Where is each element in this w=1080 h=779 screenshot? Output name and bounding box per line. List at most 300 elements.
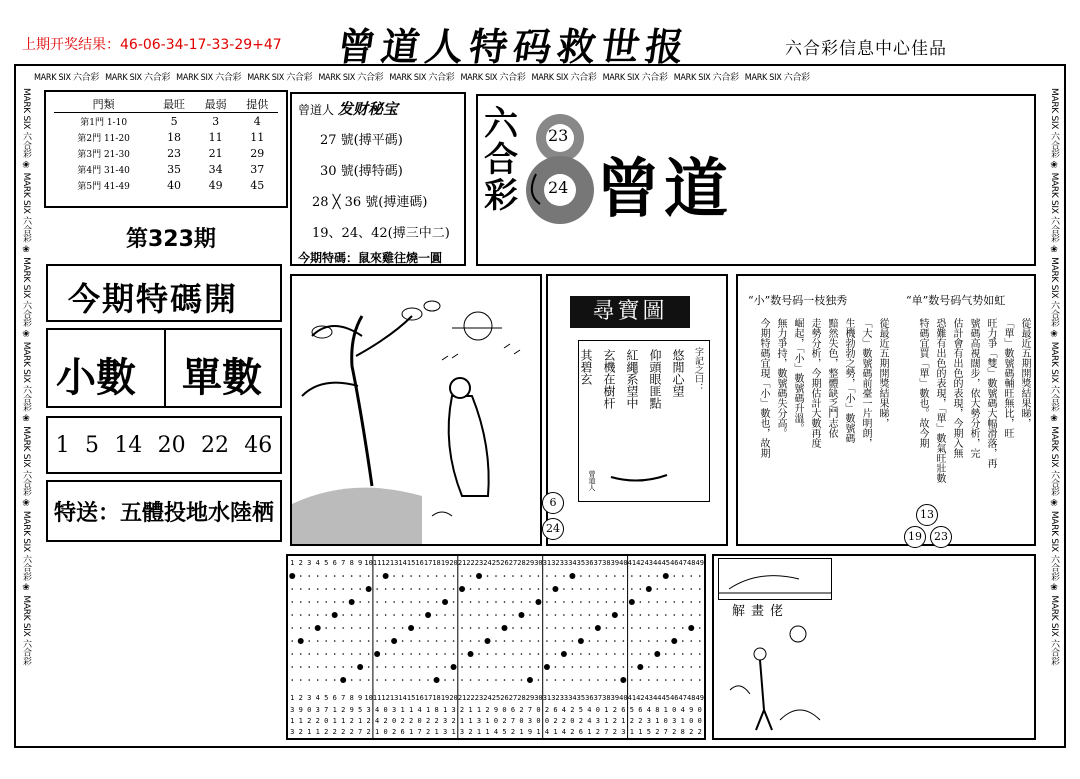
grid-dot [351,666,353,668]
grid-bottom-digit: 2 [324,728,329,736]
grid-bottom-digit: 2 [332,728,337,736]
analysis-text: 今期特碼宜現「小」數也，故期 [758,318,769,458]
grid-dot [436,588,438,590]
grid-dot [699,627,701,629]
grid-bottom-digit: 1 [290,717,295,725]
grid-bottom-digit: 3 [459,728,465,736]
boat-icon [609,469,669,485]
grid-dot [597,575,599,577]
table-cell: 40 [167,178,182,192]
grid-dot [385,614,387,616]
grid-dot [512,575,514,577]
grid-dot [631,666,633,668]
grid-dot [529,640,531,642]
grid-dot [521,627,523,629]
grid-dot [623,614,625,616]
grid-column-footer: 12 [381,694,390,702]
logo-char: 彩 [484,176,518,216]
grid-dot [546,679,548,681]
grid-bottom-digit: 7 [417,728,422,736]
table-cell: 37 [250,162,265,176]
grid-dot [325,653,327,655]
grid-dot [623,653,625,655]
grid-dot [349,599,355,605]
grid-column-header: 8 [349,559,354,567]
grid-dot [572,601,574,603]
grid-dot [300,601,302,603]
grid-dot [614,588,616,590]
grid-column-footer: 42 [636,694,645,702]
grid-column-header: 30 [534,559,543,567]
grid-column-header: 21 [457,559,467,567]
grid-bottom-digit: 6 [510,706,516,714]
grid-bottom-digit: 2 [544,706,550,714]
grid-bottom-digit: 6 [578,728,584,736]
grid-dot [495,679,497,681]
grid-dot [563,627,565,629]
grid-dot [665,614,667,616]
grid-dot [385,679,387,681]
grid-dot [291,666,293,668]
grid-bottom-digit: 1 [341,717,346,725]
grid-dot [538,679,540,681]
grid-dot [442,599,448,605]
table-cell: 11 [250,130,265,144]
treasure-map-title: 尋寶圖 [570,296,690,328]
grid-dot [453,627,455,629]
grid-column-footer: 49 [695,694,704,702]
grid-column-header: 18 [432,559,441,567]
brand-mark: MARK SIX 六合彩 [1049,257,1059,327]
grid-dot [393,627,395,629]
poem-line: 悠閒心望 [671,349,685,397]
grid-dot [470,666,472,668]
grid-dot [504,640,506,642]
grid-bottom-digit: 4 [680,706,685,714]
grid-column-footer: 33 [559,694,569,702]
grid-column-header: 27 [508,559,518,567]
grid-dot [673,627,675,629]
grid-dot [546,640,548,642]
grid-dot [580,588,582,590]
logo-char: 合 [484,140,518,180]
grid-dot [606,666,608,668]
grid-dot [495,601,497,603]
grid-dot [359,588,361,590]
grid-column-footer: 35 [576,694,586,702]
illustration-box [290,274,542,546]
grid-column-header: 47 [678,559,687,567]
grid-dot [419,653,421,655]
grid-dot [572,666,574,668]
grid-dot [512,679,514,681]
grid-dot [444,588,446,590]
grid-bottom-digit: 0 [417,717,422,725]
grid-dot [546,614,548,616]
grid-dot [640,575,642,577]
grid-dot [487,679,489,681]
grid-column-footer: 17 [423,694,433,702]
grid-bottom-digit: 2 [612,706,617,714]
treasure-map-author: 曾道人 [588,470,596,491]
grid-dot [673,575,675,577]
grid-dot [529,653,531,655]
grid-dot [342,601,344,603]
grid-bottom-digit: 0 [689,717,694,725]
grid-column-header: 26 [500,559,509,567]
grid-bottom-digit: 2 [638,717,643,725]
grid-dot [402,601,404,603]
riddle-title: 解畫佬 [732,604,790,619]
brand-mark: MARK SIX 六合彩 [34,73,100,83]
grid-dot [317,614,319,616]
table-row [54,145,278,161]
grid-dot [589,640,591,642]
grid-dot [317,679,319,681]
grid-column-footer: 19 [440,694,450,702]
grid-bottom-digit: 6 [621,706,626,714]
grid-dot [682,679,684,681]
grid-dot [572,679,574,681]
grid-dot [427,627,429,629]
grid-bottom-digit: 3 [442,717,448,725]
tema-left: 小數 [56,354,136,401]
grid-dot [334,679,336,681]
grid-dot [563,640,565,642]
grid-dot [589,666,591,668]
grid-dot [376,601,378,603]
grid-column-footer: 37 [593,694,603,702]
grid-bottom-digit: 1 [655,717,660,725]
grid-bottom-digit: 1 [680,717,685,725]
grid-bottom-digit: 0 [697,717,702,725]
grid-dot [308,614,310,616]
grid-column-header: 12 [381,559,390,567]
analysis-text: 走勢分析，今期估計大數再度 [809,318,820,448]
brand-mark: MARK SIX 六合彩 [318,73,384,83]
grid-bottom-digit: 2 [655,728,660,736]
grid-dot [572,614,574,616]
grid-dot [572,640,574,642]
grid-dot [359,627,361,629]
analysis-text: 「單」數號碼輔旺無比，旺 [1002,318,1013,438]
grid-dot [521,601,523,603]
ball-number: 23 [548,126,569,145]
lottery-number: 5 [84,432,99,458]
grid-dot [682,627,684,629]
grid-dot [427,601,429,603]
grid-dot [690,588,692,590]
grid-dot [527,677,533,683]
grid-dot [402,614,404,616]
grid-bottom-digit: 7 [663,728,668,736]
grid-dot [657,601,659,603]
lottery-number: 1 [55,432,70,458]
table-cell: 34 [208,162,223,176]
grid-column-header: 7 [341,559,346,567]
grid-bottom-digit: 2 [570,706,575,714]
grid-dot [501,625,507,631]
grid-bottom-digit: 2 [561,717,567,725]
grid-dot [521,679,523,681]
grid-bottom-digit: 2 [595,728,600,736]
brand-mark: MARK SIX 六合彩 [21,172,31,243]
grid-dot [699,640,701,642]
grid-dot [478,640,480,642]
grid-bottom-digit: 2 [502,717,507,725]
table-cell: 5 [170,114,178,128]
analysis-text: 號碼高視闊步，依大勢分析，完 [968,318,979,458]
grid-bottom-digit: 1 [400,706,405,714]
grid-dot [308,666,310,668]
treasure-special: 今期特碼：鼠來雞往燒一圓 [298,251,443,265]
brand-mark: MARK SIX 六合彩 [602,73,668,83]
brand-mark: MARK SIX 六合彩 [1049,88,1059,158]
grid-dot [555,627,557,629]
grid-dot [589,601,591,603]
grid-column-header: 49 [695,559,704,567]
grid-bottom-digit: 2 [570,728,575,736]
grid-bottom-digit: 0 [383,706,388,714]
poem-line: 玄機在樹杆 [602,349,616,409]
grid-dot [325,627,327,629]
grid-bottom-digit: 1 [408,728,414,736]
grid-dot [572,653,574,655]
grid-dot [665,653,667,655]
grid-column-footer: 11 [372,694,382,702]
grid-bottom-digit: 4 [375,717,380,725]
brand-mark: MARK SIX 六合彩 [1049,172,1059,243]
grid-column-header: 2 [298,559,303,567]
grid-dot [298,638,304,644]
grid-dot [461,679,463,681]
grid-bottom-digit: 0 [519,717,524,725]
grid-dot [538,653,540,655]
grid-dot [334,627,336,629]
numbers-box [46,416,282,474]
special-offer-label: 特送 [54,501,99,526]
grid-dot [368,627,370,629]
lottery-number: 22 [200,432,229,458]
grid-bottom-digit: 2 [519,706,524,714]
grid-dot [487,588,489,590]
grid-dot [470,679,472,681]
grid-dot [385,601,387,603]
analysis-text: 黯然失色，整體缺乏鬥志依 [826,318,837,438]
grid-dot [597,679,599,681]
treasure-map-note: 字記之曰： [693,347,703,392]
grid-bottom-digit: 3 [646,717,651,725]
grid-bottom-digit: 4 [561,728,567,736]
grid-bottom-digit: 2 [459,706,465,714]
grid-dot [665,627,667,629]
grid-dot [461,653,463,655]
grid-dot [308,627,310,629]
grid-dot [427,588,429,590]
grid-dot [340,677,346,683]
grid-column-header: 22 [466,559,475,567]
grid-dot [665,601,667,603]
grid-dot [614,679,616,681]
grid-bottom-digit: 2 [307,717,312,725]
grid-dot [589,653,591,655]
number-grid [288,556,704,738]
grid-dot [631,627,633,629]
grid-dot [308,640,310,642]
brand-mark: MARK SIX 六合彩 [247,73,313,83]
grid-dot [325,679,327,681]
grid-bottom-digit: 1 [375,728,380,736]
grid-dot [682,601,684,603]
logo-box [476,94,1036,266]
grid-column-header: 31 [542,559,552,567]
frequency-table-box [44,90,288,208]
grid-dot [342,666,344,668]
grid-dot [410,614,412,616]
grid-dot [368,679,370,681]
grid-dot [427,679,429,681]
grid-bottom-digit: 1 [332,706,337,714]
column-header: 最弱 [195,96,237,113]
grid-bottom-digit: 2 [672,728,677,736]
grid-dot [580,601,582,603]
grid-dot [289,573,295,579]
grid-dot [408,625,414,631]
grid-dot [478,588,480,590]
grid-bottom-digit: 1 [476,728,482,736]
grid-dot [485,638,491,644]
analysis-text: 崛起，「小」數號碼升溫。 [792,318,803,433]
newspaper-subtitle: 六合彩信息中心佳品 [785,39,947,59]
grid-dot [351,575,353,577]
grid-dot [308,588,310,590]
grid-dot [657,614,659,616]
grid-dot [300,653,302,655]
grid-dot [478,679,480,681]
grid-dot [453,575,455,577]
grid-bottom-digit: 9 [349,706,354,714]
grid-dot [393,614,395,616]
grid-dot [334,601,336,603]
grid-dot [529,627,531,629]
grid-bottom-digit: 3 [366,706,371,714]
grid-dot [410,679,412,681]
grid-dot [657,640,659,642]
grid-bottom-digit: 1 [315,728,320,736]
grid-dot [614,601,616,603]
grid-dot [410,575,412,577]
grid-dot [427,666,429,668]
grid-dot [376,666,378,668]
grid-dot [385,588,387,590]
grid-column-footer: 7 [341,694,346,702]
grid-dot [351,653,353,655]
grid-bottom-digit: 7 [358,728,363,736]
grid-dot [631,679,633,681]
grid-bottom-digit: 3 [672,717,677,725]
grid-dot [393,653,395,655]
grid-dot [342,588,344,590]
grid-bottom-digit: 4 [375,706,380,714]
grid-dot [606,640,608,642]
grid-bottom-digit: 2 [392,728,397,736]
grid-dot [690,575,692,577]
brand-mark: MARK SIX 六合彩 [1049,510,1059,581]
grid-bottom-digit: 2 [612,717,617,725]
grid-dot [589,627,591,629]
grid-dot [436,601,438,603]
grid-dot [673,653,675,655]
grid-column-footer: 26 [500,694,509,702]
grid-dot [690,640,692,642]
grid-column-header: 23 [474,559,484,567]
grid-dot [402,575,404,577]
tema-open-answer-box [46,328,282,408]
grid-dot [699,588,701,590]
grid-bottom-digit: 4 [493,728,499,736]
grid-dot [436,640,438,642]
grid-bottom-digit: 3 [527,717,533,725]
grid-dot [315,625,321,631]
grid-dot [690,601,692,603]
riddle-small-picture [718,558,832,600]
grid-column-footer: 39 [610,694,620,702]
grid-dot [623,588,625,590]
grid-column-footer: 13 [389,694,399,702]
grid-dot [436,575,438,577]
grid-dot [419,640,421,642]
table-row [54,177,278,193]
grid-column-header: 3 [307,559,312,567]
grid-dot [419,601,421,603]
grid-bottom-digit: 5 [578,706,584,714]
column-header: 提供 [236,96,278,113]
grid-dot [665,679,667,681]
grid-dot [671,638,677,644]
grid-dot [589,614,591,616]
grid-dot [657,666,659,668]
grid-bottom-digit: 3 [392,706,397,714]
analysis-text: 從最近五期開獎結果睇， [877,318,888,428]
grid-bottom-digit: 5 [629,706,634,714]
grid-dot [597,588,599,590]
grid-dot [444,653,446,655]
grid-bottom-digit: 0 [307,706,312,714]
lottery-number: 46 [244,432,273,458]
grid-bottom-digit: 0 [493,717,499,725]
grid-dot [657,679,659,681]
grid-dot [368,666,370,668]
grid-dot [291,601,293,603]
grid-dot [648,666,650,668]
grid-dot [300,575,302,577]
grid-dot [631,588,633,590]
grid-dot [487,614,489,616]
grid-dot [487,601,489,603]
grid-dot [657,588,659,590]
grid-dot [521,588,523,590]
grid-column-footer: 24 [483,694,492,702]
treasure-heading-left: 曾道人 [298,103,335,117]
grid-dot [332,612,338,618]
hint-circle: 6 [542,492,564,514]
grid-dot [368,640,370,642]
grid-dot [359,653,361,655]
grid-column-footer: 6 [332,694,337,702]
grid-column-header: 15 [406,559,416,567]
grid-column-footer: 45 [661,694,671,702]
grid-dot [555,575,557,577]
